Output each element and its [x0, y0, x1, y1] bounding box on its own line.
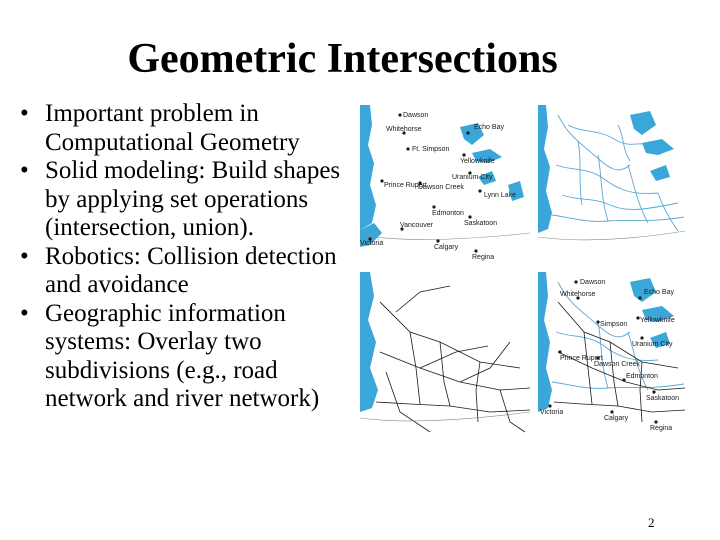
city-label: Saskatoon: [646, 395, 680, 402]
city-marker: [478, 189, 481, 192]
city-marker: [638, 296, 641, 299]
city-marker: [574, 280, 577, 283]
page-number: 2: [648, 515, 655, 530]
city-label: Dawson: [403, 112, 429, 119]
city-marker: [398, 113, 401, 116]
city-label: Yellowknife: [640, 317, 675, 324]
city-label: Whitehorse: [386, 126, 422, 133]
city-marker: [462, 153, 465, 156]
city-label: Dawson: [580, 279, 606, 286]
city-marker: [640, 336, 643, 339]
bullet-text: Important problem in Computational Geometry: [45, 100, 300, 156]
city-label: Whitehorse: [560, 291, 596, 298]
rivers-map-svg: [538, 105, 685, 265]
city-label: Victoria: [540, 409, 564, 416]
bullet-glyph: •: [20, 157, 29, 184]
city-label: Regina: [650, 425, 673, 432]
bullet-glyph: •: [20, 242, 29, 270]
city-label: Calgary: [604, 415, 629, 422]
bullet-list: [20, 100, 360, 414]
bullet-text: Robotics: Collision detection and avoidance: [45, 242, 337, 298]
city-label: Calgary: [434, 244, 459, 251]
city-marker: [474, 249, 477, 252]
city-marker: [466, 131, 469, 134]
bullet-item: [20, 243, 360, 300]
overlay-map-svg: [538, 272, 685, 440]
city-label: Prince Rupert: [384, 182, 427, 189]
rivers-map: [538, 105, 685, 265]
bullet-item: [20, 100, 360, 157]
city-label: Echo Bay: [644, 289, 674, 296]
bullet-text: Geographic information systems: Overlay two subdivisions (e.g., road network and river network): [45, 299, 320, 412]
city-label: Regina: [472, 254, 495, 261]
city-label: Echo Bay: [474, 124, 504, 131]
city-marker: [548, 404, 551, 407]
city-label: Uranium City: [632, 341, 673, 348]
bullet-glyph: •: [20, 100, 29, 127]
city-marker: [406, 147, 409, 150]
overlay-map: [538, 272, 685, 440]
city-label: Edmonton: [432, 210, 464, 217]
city-label: Edmonton: [626, 373, 658, 380]
city-label: Saskatoon: [464, 220, 498, 227]
cities-map-svg: [360, 105, 530, 265]
city-label: Vancouver: [400, 222, 433, 229]
city-label: Ft. Simpson: [412, 146, 450, 153]
city-marker: [654, 420, 657, 423]
roads-map-svg: [360, 272, 530, 440]
bullet-item: [20, 157, 360, 243]
city-label: Dawson Creek: [594, 361, 640, 368]
city-marker: [436, 239, 439, 242]
city-label: Simpson: [600, 321, 628, 328]
city-marker: [610, 410, 613, 413]
cities-map: [360, 105, 530, 265]
bullet-text: Solid modeling: Build shapes by applying set operations (intersection, union).: [45, 157, 341, 241]
city-label: Victoria: [360, 240, 384, 247]
city-label: Prince Rupert: [560, 355, 603, 362]
city-marker: [468, 215, 471, 218]
city-marker: [652, 390, 655, 393]
roads-map: [360, 272, 530, 440]
city-label: Uranium City: [452, 174, 493, 181]
bullet-item: [20, 300, 360, 414]
city-label: Lynn Lake: [484, 192, 517, 199]
city-label: Yellowknife: [460, 158, 495, 165]
bullet-glyph: •: [20, 299, 29, 327]
city-marker: [558, 350, 561, 353]
city-label: Dawson Creek: [418, 184, 464, 191]
slide-title: Geometric Intersections: [127, 36, 558, 82]
city-marker: [432, 205, 435, 208]
